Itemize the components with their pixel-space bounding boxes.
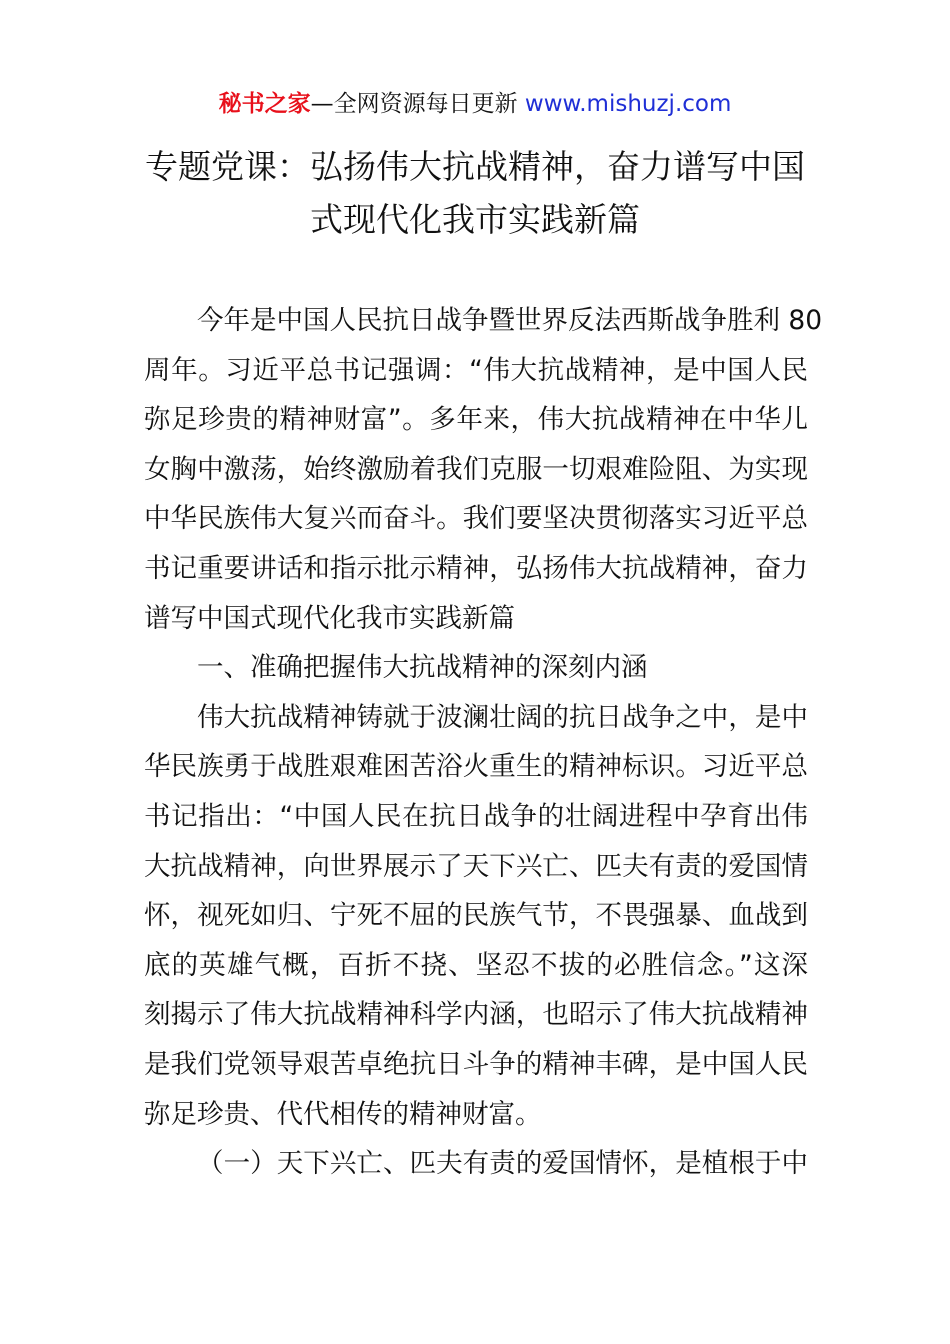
body-line: 伟大抗战精神铸就于波澜壮阔的抗日战争之中，是中 <box>197 701 808 733</box>
title-line-1: 专题党课：弘扬伟大抗战精神，奋力谱写中国 <box>145 147 805 186</box>
body-line: 今年是中国人民抗日战争暨世界反法西斯战争胜利 80 <box>197 305 823 336</box>
body-line: 弥足珍贵的精神财富”。多年来，伟大抗战精神在中华儿 <box>144 404 808 436</box>
body-line: 刻揭示了伟大抗战精神科学内涵，也昭示了伟大抗战精神 <box>144 999 808 1031</box>
body-line: 女胸中激荡，始终激励着我们克服一切艰难险阻、为实现 <box>144 453 808 485</box>
body-line: 周年。习近平总书记强调：“伟大抗战精神，是中国人民 <box>144 354 808 386</box>
body-line: 底的英雄气概，百折不挠、坚忍不拔的必胜信念。”这深 <box>144 949 808 981</box>
body-line: 中华民族伟大复兴而奋斗。我们要坚决贯彻落实习近平总 <box>144 503 808 535</box>
body-line: 弥足珍贵、代代相传的精神财富。 <box>144 1098 542 1130</box>
site-header <box>0 86 950 122</box>
subsection-heading: （一）天下兴亡、匹夫有责的爱国情怀，是植根于中 <box>197 1148 808 1180</box>
body-line: 书记指出：“中国人民在抗日战争的壮阔进程中孕育出伟 <box>144 800 808 832</box>
body-line: 书记重要讲话和指示批示精神，弘扬伟大抗战精神，奋力 <box>144 552 808 584</box>
section-heading: 一、准确把握伟大抗战精神的深刻内涵 <box>197 652 648 684</box>
body-line: 大抗战精神，向世界展示了天下兴亡、匹夫有责的爱国情 <box>144 850 808 882</box>
body-line: 谱写中国式现代化我市实践新篇 <box>144 602 515 634</box>
title-line-2: 式现代化我市实践新篇 <box>310 200 640 239</box>
site-url-link[interactable]: www.mishuzj.com <box>524 91 732 117</box>
document-body <box>144 296 823 1189</box>
body-line: 是我们党领导艰苦卓绝抗日斗争的精神丰碑，是中国人民 <box>144 1048 808 1080</box>
document-title <box>140 140 810 246</box>
header-tagline: —全网资源每日更新 <box>310 91 525 117</box>
body-line: 怀，视死如归、宁死不屈的民族气节，不畏强暴、血战到 <box>144 900 808 932</box>
body-line: 华民族勇于战胜艰难困苦浴火重生的精神标识。习近平总 <box>144 751 808 783</box>
brand-name: 秘书之家 <box>218 91 311 117</box>
